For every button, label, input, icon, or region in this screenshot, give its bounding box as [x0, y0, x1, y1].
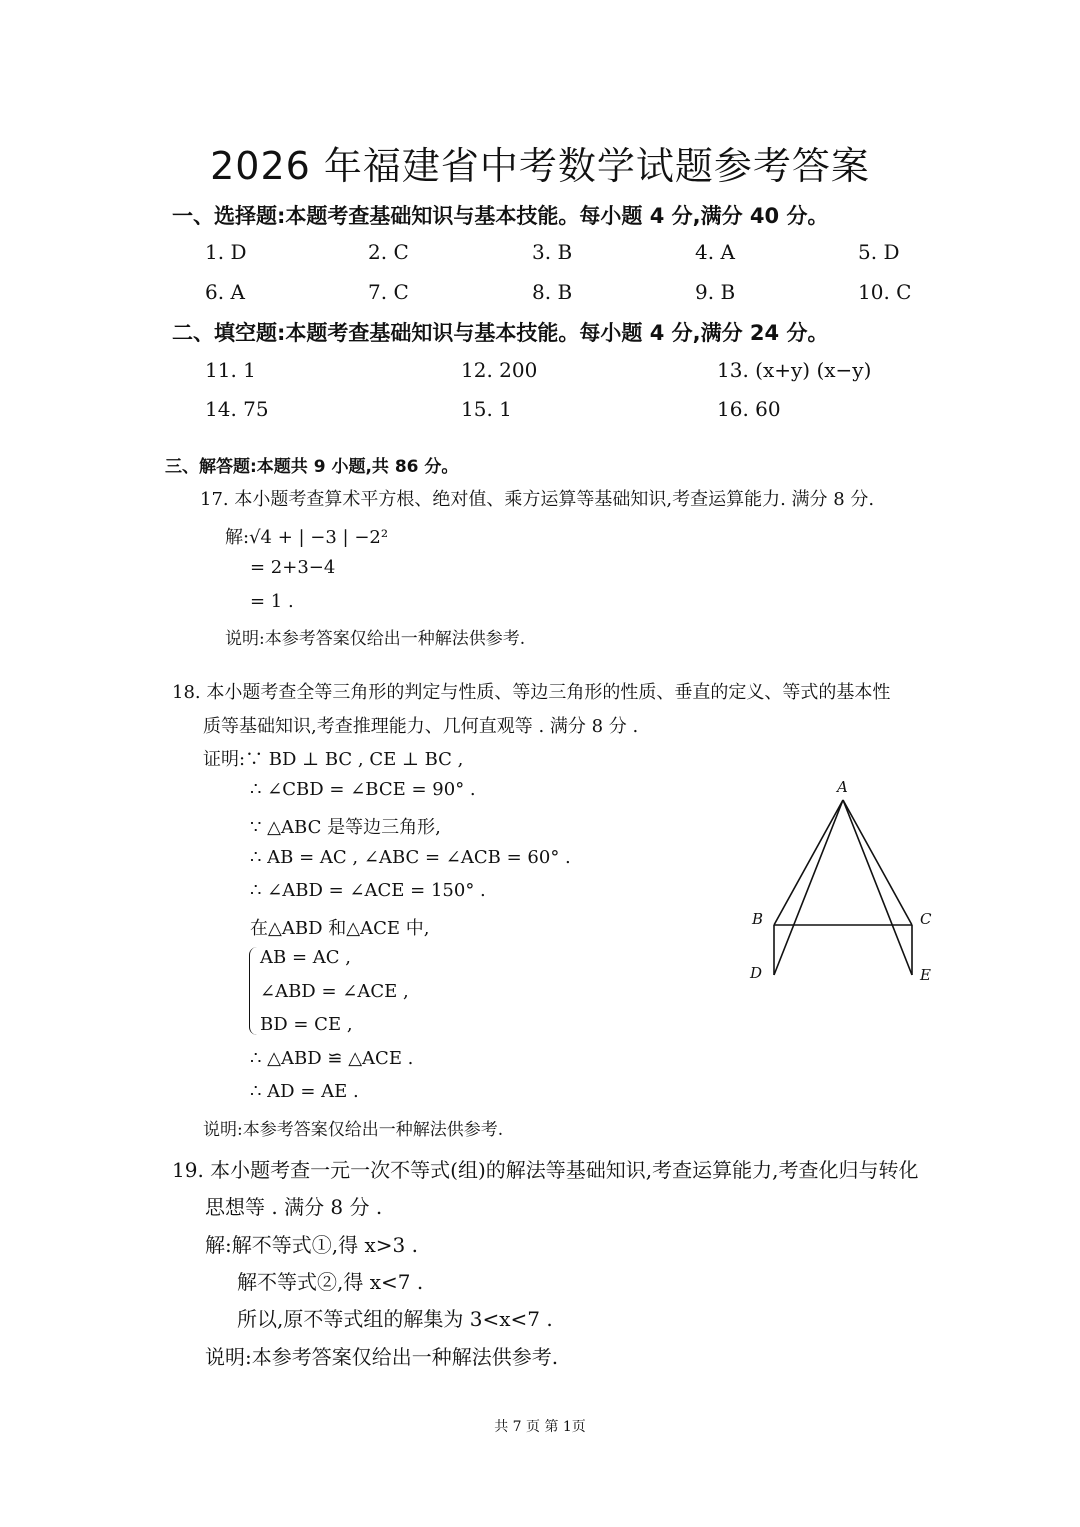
answer-12: 12. 200: [461, 358, 538, 382]
section1-heading: 一、选择题:本题考查基础知识与基本技能。每小题 4 分,满分 40 分。: [172, 204, 829, 228]
q19-line-1: 解:解不等式①,得 x>3 .: [205, 1233, 418, 1257]
q18-line-11: ∴ AD = AE .: [250, 1081, 359, 1102]
page-title: 2026 年福建省中考数学试题参考答案: [210, 144, 870, 188]
section2-heading: 二、填空题:本题考查基础知识与基本技能。每小题 4 分,满分 24 分。: [172, 321, 829, 345]
answer-14: 14. 75: [205, 397, 269, 421]
q18-line-4: ∴ AB = AC , ∠ABC = ∠ACB = 60° .: [250, 847, 571, 868]
answer-13: 13. (x+y) (x−y): [717, 358, 872, 382]
q19-line-2: 解不等式②,得 x<7 .: [237, 1270, 424, 1294]
segment-ac: [843, 800, 912, 925]
q19-note: 说明:本参考答案仅给出一种解法供参考.: [205, 1345, 559, 1369]
segment-ae: [843, 800, 912, 975]
q18-line-6: 在△ABD 和△ACE 中,: [250, 918, 430, 939]
q19-intro-1: 19. 本小题考查一元一次不等式(组)的解法等基础知识,考查运算能力,考查化归与转化: [172, 1158, 919, 1182]
answer-6: 6. A: [205, 280, 245, 304]
q19-line-3: 所以,原不等式组的解集为 3<x<7 .: [237, 1307, 553, 1331]
q17-intro: 17. 本小题考查算术平方根、绝对值、乘方运算等基础知识,考查运算能力. 满分 8 分.: [200, 489, 875, 510]
q18-line-8: ∠ABD = ∠ACE ,: [260, 981, 409, 1002]
answer-16: 16. 60: [717, 397, 781, 421]
answer-4: 4. A: [695, 240, 735, 264]
answer-2: 2. C: [368, 240, 409, 264]
answer-7: 7. C: [368, 280, 409, 304]
label-b: B: [752, 910, 764, 928]
segment-ad: [774, 800, 843, 975]
q18-line-3: ∵ △ABC 是等边三角形,: [250, 817, 441, 838]
page-footer: 共 7 页 第 1页: [494, 1419, 586, 1435]
answer-8: 8. B: [532, 280, 573, 304]
q18-line-9: BD = CE ,: [260, 1014, 353, 1035]
label-d: D: [750, 964, 763, 982]
label-c: C: [920, 910, 932, 928]
q18-intro-2: 质等基础知识,考查推理能力、几何直观等 . 满分 8 分 .: [203, 716, 639, 737]
q17-line-1: 解:√4 + | −3 | −2²: [225, 527, 389, 548]
q18-line-7: AB = AC ,: [260, 947, 351, 968]
system-brace: [249, 947, 258, 1035]
answer-9: 9. B: [695, 280, 736, 304]
q17-line-3: = 1 .: [250, 591, 294, 612]
q18-intro-1: 18. 本小题考查全等三角形的判定与性质、等边三角形的性质、垂直的定义、等式的基本性: [172, 682, 891, 703]
triangle-diagram: [730, 770, 950, 990]
q18-line-2: ∴ ∠CBD = ∠BCE = 90° .: [250, 779, 476, 800]
q17-note: 说明:本参考答案仅给出一种解法供参考.: [225, 629, 526, 649]
q18-line-10: ∴ △ABD ≌ △ACE .: [250, 1048, 414, 1069]
answer-15: 15. 1: [461, 397, 512, 421]
segment-ab: [774, 800, 843, 925]
answer-1: 1. D: [205, 240, 247, 264]
section3-heading: 三、解答题:本题共 9 小题,共 86 分。: [165, 457, 459, 477]
q18-line-5: ∴ ∠ABD = ∠ACE = 150° .: [250, 880, 486, 901]
answer-11: 11. 1: [205, 358, 256, 382]
q17-line-2: = 2+3−4: [250, 557, 336, 578]
label-e: E: [920, 966, 931, 984]
answer-3: 3. B: [532, 240, 573, 264]
q19-intro-2: 思想等 . 满分 8 分 .: [205, 1195, 383, 1219]
answer-10: 10. C: [858, 280, 912, 304]
answer-5: 5. D: [858, 240, 900, 264]
label-a: A: [837, 778, 848, 796]
q18-note: 说明:本参考答案仅给出一种解法供参考.: [203, 1120, 504, 1140]
q18-line-1: 证明:∵ BD ⊥ BC , CE ⊥ BC ,: [203, 749, 464, 770]
